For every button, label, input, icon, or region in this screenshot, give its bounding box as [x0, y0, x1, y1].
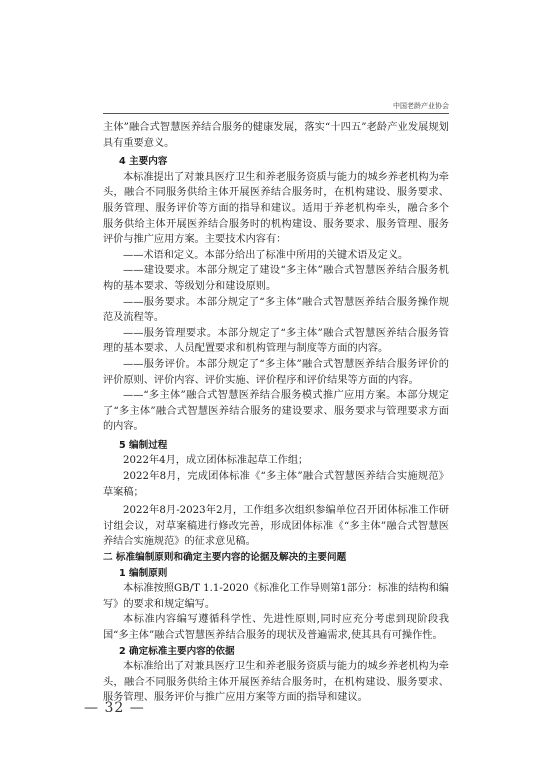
list-item-service: ——服务要求。本部分规定了“多主体”融合式智慧医养结合服务操作规范及流程等。: [103, 296, 449, 324]
list-item-promotion: ——“多主体”融合式智慧医养结合服务模式推广应用方案。本部分规定了“多主体”融合式智慧医养结合服务的建设要求、服务要求与管理要求方面的内容。: [103, 390, 449, 433]
heading-main-content: 4 主要内容: [119, 156, 168, 168]
paragraph-basis: 本标准给出了对兼具医疗卫生和养老服务资质与能力的城乡养老机构为牵头，融合不同服务供给主体开展医养结合服务时，在机构建设、服务要求、服务管理、服务评价与推广应用方案等方面的指导和建议。: [103, 661, 449, 704]
header-org-name: 中国老龄产业协会: [393, 102, 449, 110]
paragraph-principles-gb: 本标准按照GB/T 1.1-2020《标准化工作导则第1部分：标准的结构和编写》的要求和规定编写。: [103, 583, 449, 610]
heading-section-two: 二 标准编制原则和确定主要内容的论据及解决的主要问题: [103, 552, 347, 564]
heading-principles: 1 编制原则: [119, 567, 168, 579]
paragraph-main-content: 本标准提出了对兼具医疗卫生和养老服务资质与能力的城乡养老机构为牵头，融合不同服务供给主体开展医养结合服务时，在机构建设、服务要求、服务管理、服务评价等方面的指导和建议。适用于养老机构牵头，融合多个服务供给主体开展医养结合服务时的机构建设、服务要求、服务管理、服务评价与推广应用方案。主要技术内容有：: [103, 171, 449, 246]
paragraph-process-revision: 2022年8月-2023年2月，工作组多次组织参编单位召开团体标准工作研讨组会议，对草案稿进行修改完善，形成团体标准《“多主体”融合式智慧医养结合实施规范》的征求意见稿。: [103, 505, 449, 548]
paragraph-principles-content: 本标准内容编写遵循科学性、先进性原则,同时应充分考虑到现阶段我国“多主体”融合式智慧医养结合服务的现状及普遍需求,使其具有可操作性。: [103, 614, 449, 641]
paragraph-process-april: 2022年4月，成立团体标准起草工作组；: [123, 455, 309, 467]
list-item-construction: ——建设要求。本部分规定了建设“多主体”融合式智慧医养结合服务机构的基本要求、等级划分和建设原则。: [103, 265, 449, 292]
header-rule: [103, 113, 449, 114]
page-number: — 32 —: [84, 700, 145, 716]
list-item-management: ——服务管理要求。本部分规定了“多主体”融合式智慧医养结合服务管理的基本要求、人员配置要求和机构管理与制度等方面的内容。: [103, 327, 449, 355]
heading-basis: 2 确定标准主要内容的依据: [119, 645, 235, 657]
list-item-evaluation: ——服务评价。本部分规定了“多主体”融合式智慧医养结合服务评价的评价原则、评价内容、评价实施、评价程序和评价结果等方面的内容。: [103, 358, 449, 386]
paragraph-process-august: 2022年8月，完成团体标准《“多主体”融合式智慧医养结合实施规范》草案稿；: [103, 471, 449, 498]
paragraph-intro-continued: 主体”融合式智慧医养结合服务的健康发展，落实“十四五”老龄产业发展规划具有重要意义。: [103, 122, 449, 149]
heading-drafting-process: 5 编制过程: [119, 439, 168, 451]
document-body: [103, 120, 449, 706]
list-item-terms: ——术语和定义。本部分给出了标准中所用的关键术语及定义。: [123, 249, 409, 261]
